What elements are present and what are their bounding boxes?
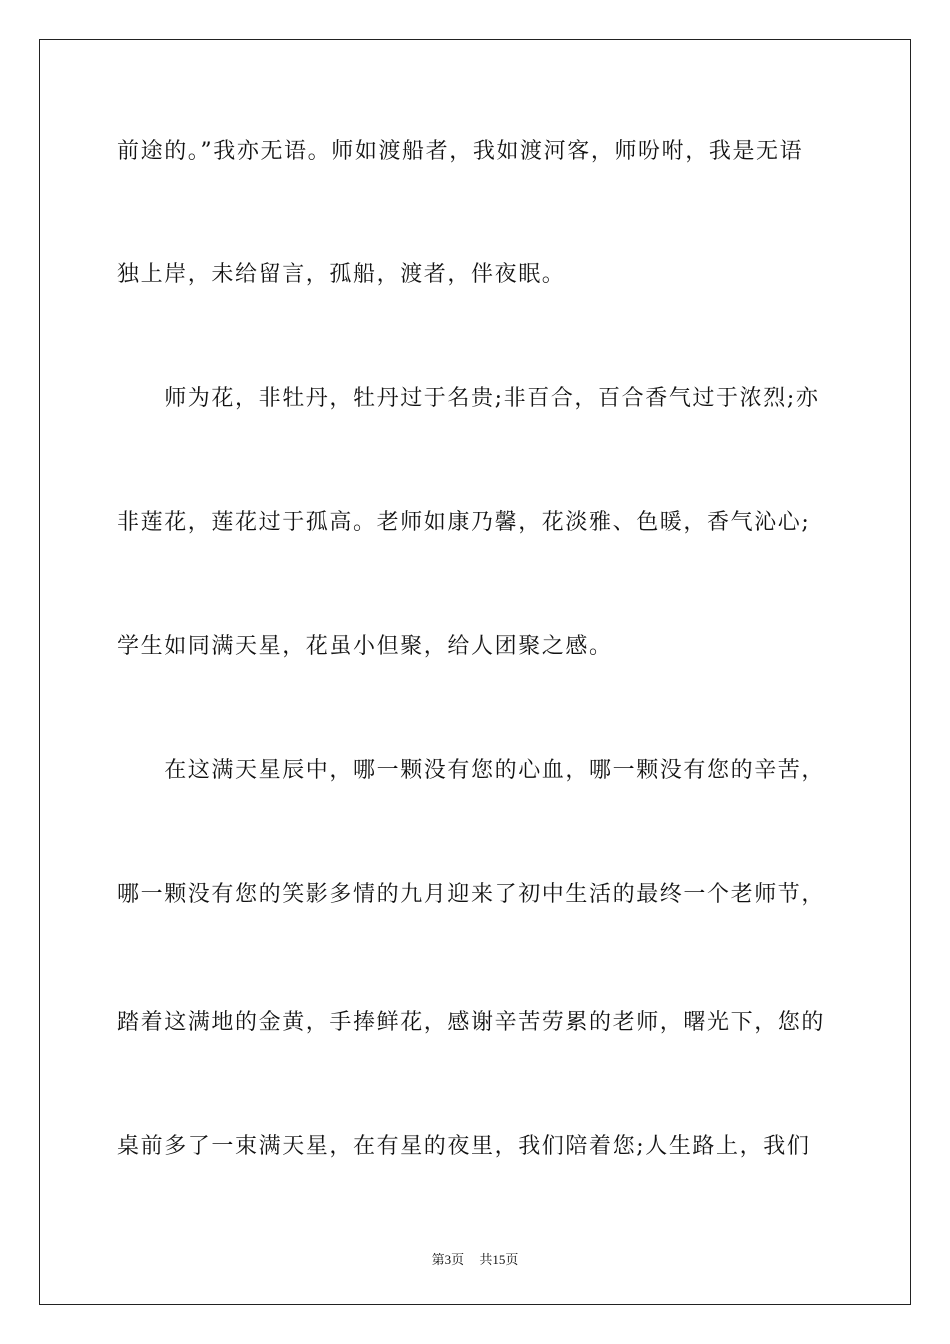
paragraph-line-5: 学生如同满天星，花虽小但聚，给人团聚之感。 xyxy=(117,634,613,659)
paragraph-line-1: 前途的。”我亦无语。师如渡船者，我如渡河客，师吩咐，我是无语 xyxy=(117,139,804,164)
page-footer xyxy=(0,1249,950,1268)
paragraph-line-7: 哪一颗没有您的笑影多情的九月迎来了初中生活的最终一个老师节， xyxy=(117,882,826,907)
page-total: 共15页 xyxy=(479,1252,519,1267)
paragraph-line-4: 非莲花，莲花过于孤高。老师如康乃馨，花淡雅、色暖，香气沁心; xyxy=(117,510,811,535)
paragraph-line-8: 踏着这满地的金黄，手捧鲜花，感谢辛苦劳累的老师，曙光下，您的 xyxy=(117,1010,826,1035)
paragraph-line-3: 师为花，非牡丹，牡丹过于名贵;非百合，百合香气过于浓烈;亦 xyxy=(117,386,820,411)
paragraph-line-6: 在这满天星辰中，哪一颗没有您的心血，哪一颗没有您的辛苦， xyxy=(117,758,826,783)
paragraph-line-9: 桌前多了一束满天星，在有星的夜里，我们陪着您;人生路上，我们 xyxy=(117,1134,811,1159)
paragraph-line-2: 独上岸，未给留言，孤船，渡者，伴夜眠。 xyxy=(117,262,566,287)
page-border xyxy=(39,39,911,1305)
page-number: 第3页 xyxy=(431,1252,465,1267)
